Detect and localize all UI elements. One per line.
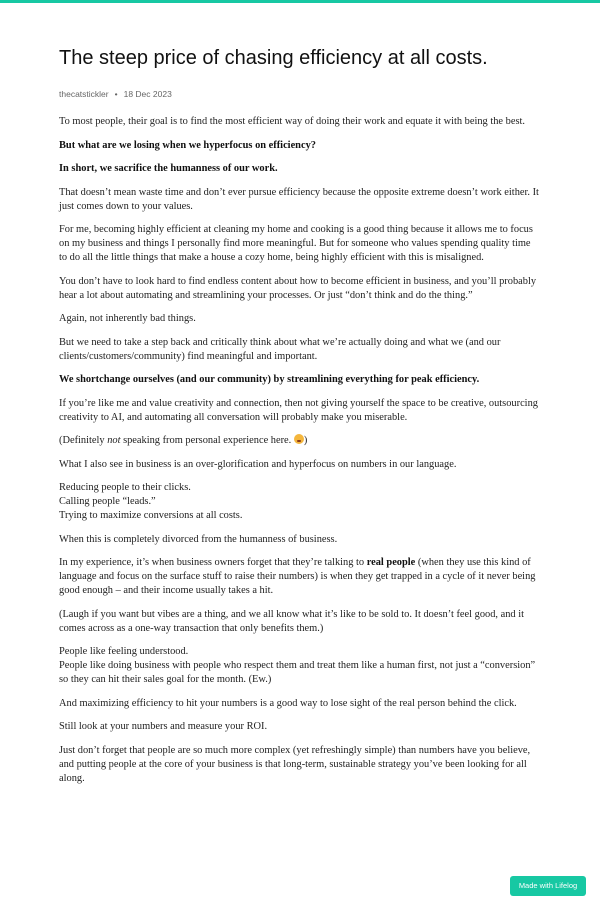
line: Reducing people to their clicks. [59, 482, 191, 493]
paragraph: You don’t have to look hard to find endless content about how to become efficient in business, and you’ll probably hear a lot about automating and streamlining your processes. Or just “don’t think and do the thing.” [59, 275, 537, 301]
paragraph: And maximizing efficiency to hit your numbers is a good way to lose sight of the real person behind the click. [59, 697, 517, 709]
paragraph: Just don’t forget that people are so much more complex (yet refreshingly simple) than numbers have you believe, and putting people at the core of your business is that long-term, sustainable strategy you’ve been looking for all along. [59, 744, 531, 784]
paragraph [59, 481, 539, 523]
article-title: The steep price of chasing efficiency at all costs. [59, 47, 488, 69]
paragraph: What I also see in business is an over-glorification and hyperfocus on numbers in our language. [59, 458, 457, 470]
accent-bar [0, 0, 600, 3]
paragraph-bold: In short, we sacrifice the humanness of our work. [59, 163, 278, 174]
text-run: In my experience, it’s when business owners forget that they’re talking to [59, 557, 367, 568]
paragraph: If you’re like me and value creativity and connection, then not giving yourself the space to be creative, outsourcing creativity to AI, and automating all conversation will probably make you miserable. [59, 397, 538, 423]
paragraph: But we need to take a step back and critically think about what we’re actually doing and what we (and our clients/customers/community) find meaningful and important. [59, 336, 501, 362]
line: Trying to maximize conversions at all costs. [59, 510, 243, 521]
paragraph [59, 434, 539, 448]
paragraph: (Laugh if you want but vibes are a thing, and we all know what it’s like to be sold to. It doesn’t feel good, and it comes across as a one-way transaction that only benefits them.) [59, 608, 524, 634]
text-run: (when they use this kind of language and focus on the surface stuff to raise their numbers) is when they get trapped in a cycle of it never being good enough – and their income usually takes a hit. [59, 557, 536, 596]
text-run: (Definitely [59, 435, 108, 446]
publish-date: 18 Dec 2023 [123, 89, 172, 99]
line: People like feeling understood. [59, 646, 189, 657]
paragraph: To most people, their goal is to find the most efficient way of doing their work and equate it with being the best. [59, 116, 525, 127]
paragraph [59, 645, 539, 687]
meta-separator: • [114, 89, 118, 99]
made-with-lifelog-button[interactable]: Made with Lifelog [510, 876, 586, 896]
line: Calling people “leads.” [59, 496, 156, 507]
text-run: speaking from personal experience here. [120, 435, 294, 446]
text-run: ) [303, 435, 308, 446]
grimacing-face-icon [294, 434, 304, 444]
emphasis-text: not [107, 435, 121, 446]
paragraph-bold: But what are we losing when we hyperfocus on efficiency? [59, 139, 316, 151]
paragraph: When this is completely divorced from the humanness of business. [59, 533, 338, 545]
article-meta [59, 89, 172, 99]
paragraph: Again, not inherently bad things. [59, 313, 196, 324]
line: People like doing business with people who respect them and treat them like a human first, not just a “conversion” so they can hit their sales goal for the month. (Ew.) [59, 660, 536, 685]
author-name[interactable]: thecatstickler [59, 89, 109, 99]
paragraph: For me, becoming highly efficient at cleaning my home and cooking is a good thing because it allows me to focus on my business and things I personally find more meaningful. But for someone who values spending quality time to do all the little things that make a house a cozy home, being highly efficient with this is misaligned. [59, 224, 533, 263]
article-body [59, 115, 539, 795]
paragraph: Still look at your numbers and measure your ROI. [59, 721, 268, 732]
paragraph: That doesn’t mean waste time and don’t ever pursue efficiency because the opposite extreme doesn’t work either. It just comes down to your values. [59, 186, 539, 212]
paragraph-bold: We shortchange ourselves (and our community) by streamlining everything for peak efficiency. [59, 374, 480, 385]
strong-text: real people [366, 557, 416, 568]
paragraph [59, 556, 539, 598]
